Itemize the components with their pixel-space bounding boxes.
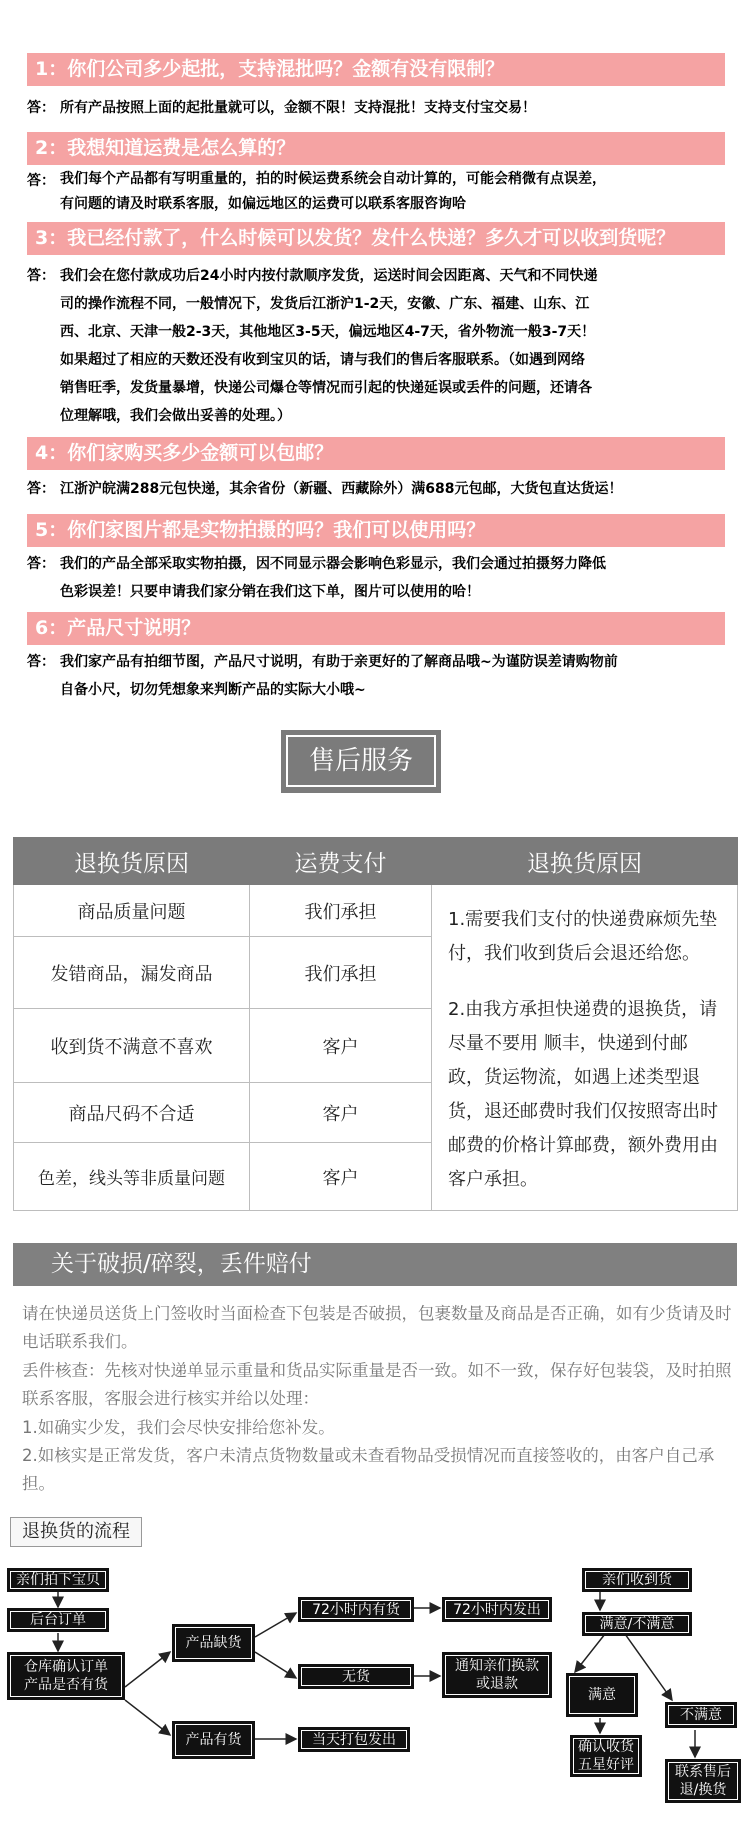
flow-node-line: 仓库确认订单 (24, 1659, 108, 1675)
header-notes: 退换货原因 (432, 838, 738, 885)
flow-node-no-stock: 无货 (298, 1664, 414, 1689)
faq-answer-6 (27, 648, 727, 708)
faq-question-2: 2：我想知道运费是怎么算的？ (27, 132, 725, 165)
payer-cell: 客户 (250, 1083, 432, 1143)
flow-node-ship-today: 当天打包发出 (298, 1727, 410, 1752)
answer-text: 我们家产品有拍细节图，产品尺寸说明，有助于亲更好的了解商品哦~为谨防误差请购物前 自备小尺，切勿凭想象来判断产品的实际大小哦~ (60, 654, 618, 698)
answer-label: 答： (27, 481, 55, 497)
after-sales-table (13, 837, 738, 1211)
answer-label: 答： (27, 268, 55, 284)
note-2: 2.由我方承担快递费的退换货，请尽量不要用 顺丰，快递到付邮政，货运物流，如遇上述类型退货，退还邮费时我们仅按照寄出时邮费的价格计算邮费，额外费用由客户承担。 (448, 999, 718, 1190)
flow-node-line: 联系售后 (675, 1764, 731, 1780)
flow-node-warehouse-check (7, 1652, 125, 1700)
reason-cell: 商品质量问题 (14, 885, 250, 937)
answer-label: 答： (27, 100, 55, 116)
faq-answer-1 (27, 94, 727, 124)
notes-cell (432, 885, 738, 1211)
note-1: 1.需要我们支付的快递费麻烦先垫付，我们收到货后会退还给您。 (448, 909, 718, 964)
flow-title: 退换货的流程 (10, 1517, 142, 1547)
flow-node-line: 通知亲们换款 (455, 1658, 539, 1674)
answer-label: 答： (27, 556, 55, 572)
payer-cell: 我们承担 (250, 885, 432, 937)
damage-paragraph-1: 请在快递员送货上门签收时当面检查下包装是否破损，包裹数量及商品是否正确，如有少货请及时电话联系我们。 (22, 1304, 732, 1351)
reason-cell: 收到货不满意不喜欢 (14, 1009, 250, 1083)
header-shipping: 运费支付 (250, 838, 432, 885)
faq-question-1: 1：你们公司多少起批，支持混批吗？金额有没有限制？ (27, 53, 725, 86)
flow-node-notify-customer (442, 1652, 552, 1698)
flow-node-contact-aftersales (665, 1759, 741, 1803)
flow-node-backend-order: 后台订单 (7, 1608, 109, 1632)
faq-question-6: 6：产品尺寸说明？ (27, 612, 725, 645)
damage-title: 关于破损/碎裂，丢件赔付 (13, 1243, 737, 1286)
answer-text: 江浙沪皖满288元包快递，其余省份（新疆、西藏除外）满688元包邮，大货包直达货运！ (60, 481, 623, 497)
after-sales-title-box (281, 730, 441, 793)
faq-question-4: 4：你们家购买多少金额可以包邮？ (27, 437, 725, 470)
answer-label: 答： (27, 173, 55, 189)
reason-cell: 商品尺码不合适 (14, 1083, 250, 1143)
flow-node-restock-72h: 72小时内有货 (298, 1597, 414, 1622)
faq-answer-3 (27, 262, 727, 432)
faq-answer-2 (27, 167, 727, 227)
flow-node-out-of-stock: 产品缺货 (172, 1624, 255, 1662)
answer-text: 我们的产品全部采取实物拍摄，因不同显示器会影响色彩显示，我们会通过拍摄努力降低 色彩误差！只要申请我们家分销在我们这下单，图片可以使用的哈！ (60, 556, 606, 600)
flow-node-received: 亲们收到货 (582, 1568, 692, 1592)
reason-cell: 发错商品，漏发商品 (14, 937, 250, 1009)
header-reason: 退换货原因 (14, 838, 250, 885)
answer-label: 答： (27, 654, 55, 670)
flow-node-satisfied-or-not: 满意/不满意 (582, 1612, 692, 1636)
faq-question-3: 3：我已经付款了，什么时候可以发货？发什么快递？多久才可以收到货呢？ (27, 222, 725, 255)
payer-cell: 我们承担 (250, 937, 432, 1009)
answer-text: 我们会在您付款成功后24小时内按付款顺序发货，运送时间会因距离、天气和不同快递 司的操作流程不同，一般情况下，发货后江浙沪1-2天，安徽、广东、福建、山东、江 西、北京、天津一般2-3天，其他地区3-5天，偏远地区4-7天，省外物流一般3-7天！ 如果超过了相应的天数还没有收到宝贝的话，请与我们的售后客服联系。（如遇到网络 销售旺季，发货量暴增，快递公司爆仓等情况而引起的快递延误或丢件的问题，还请各 位理解哦，我们会做出妥善的处理。） (60, 268, 598, 424)
reason-cell: 色差，线头等非质量问题 (14, 1143, 250, 1211)
flow-node-confirm-receipt (570, 1735, 642, 1777)
payer-cell: 客户 (250, 1009, 432, 1083)
payer-cell: 客户 (250, 1143, 432, 1211)
damage-paragraph-4: 2.如核实是正常发货，客户未清点货物数量或未查看物品受损情况而直接签收的，由客户自己承担。 (22, 1446, 715, 1493)
flow-node-line: 退/换货 (679, 1782, 727, 1798)
flow-node-line: 或退款 (476, 1676, 518, 1692)
flow-node-line: 五星好评 (578, 1757, 634, 1773)
flow-node-line: 产品是否有货 (24, 1677, 108, 1693)
after-sales-title: 售后服务 (286, 735, 436, 787)
answer-text: 所有产品按照上面的起批量就可以，金额不限！支持混批！支持支付宝交易！ (60, 100, 536, 116)
faq-answer-5 (27, 550, 727, 610)
answer-text: 我们每个产品都有写明重量的，拍的时候运费系统会自动计算的，可能会稍微有点误差， 有问题的请及时联系客服，如偏远地区的运费可以联系客服咨询哈 (60, 171, 606, 212)
faq-answer-4 (27, 475, 727, 505)
flow-node-in-stock: 产品有货 (172, 1721, 255, 1759)
flow-node-order-placed: 亲们拍下宝贝 (7, 1568, 109, 1592)
damage-paragraph-2: 丢件核查：先核对快递单显示重量和货品实际重量是否一致。如不一致，保存好包装袋，及时拍照联系客服，客服会进行核实并给以处理： (22, 1361, 732, 1408)
flow-node-satisfied: 满意 (566, 1673, 638, 1717)
faq-question-5: 5：你们家图片都是实物拍摄的吗？我们可以使用吗？ (27, 514, 725, 547)
flow-node-line: 确认收货 (578, 1739, 634, 1755)
flow-node-ship-72h: 72小时内发出 (442, 1597, 552, 1622)
damage-paragraph-3: 1.如确实少发，我们会尽快安排给您补发。 (22, 1418, 335, 1437)
flow-node-not-satisfied: 不满意 (665, 1702, 737, 1728)
